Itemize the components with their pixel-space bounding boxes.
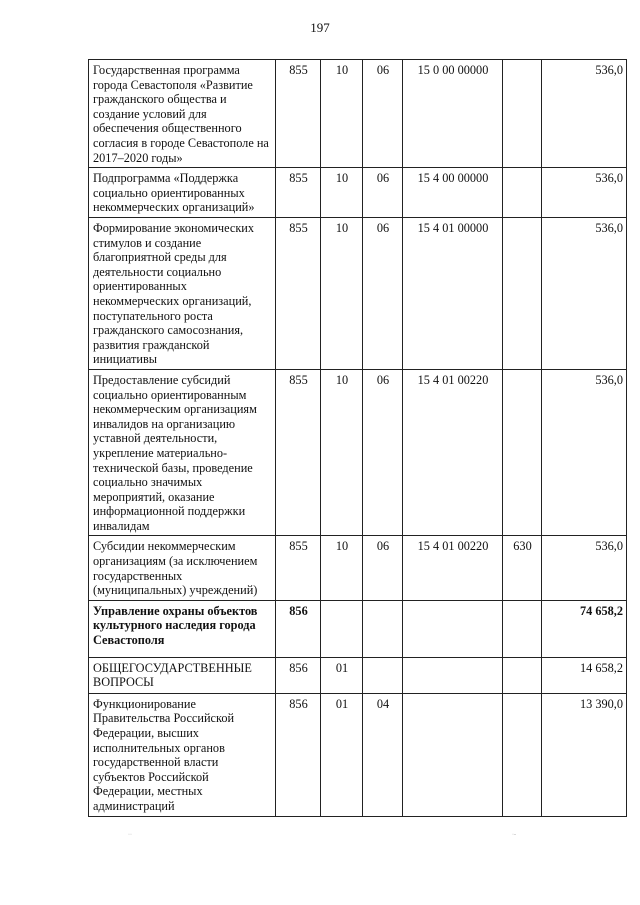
expense-type-cell xyxy=(503,369,542,536)
item-name-cell: Подпрограмма «Поддержка социально ориентированных некоммерческих организаций» xyxy=(89,168,276,218)
amount-cell: 536,0 xyxy=(542,536,627,600)
scan-speck: ·· xyxy=(128,832,132,838)
table-row xyxy=(89,657,627,693)
subsection-code-cell: 06 xyxy=(363,168,403,218)
subsection-code-cell: 06 xyxy=(363,217,403,369)
section-code-cell: 10 xyxy=(321,536,363,600)
item-name-cell: Предоставление субсидий социально ориентированным некоммерческим организациям инвалидов на организацию уставной деятельности, укрепление материально-технической базы, проведение социально значимых мероприятий, оказание информационной поддержки инвалидам xyxy=(89,369,276,536)
expense-type-cell: 630 xyxy=(503,536,542,600)
target-article-cell: 15 4 01 00220 xyxy=(403,369,503,536)
target-article-cell: 15 4 01 00000 xyxy=(403,217,503,369)
item-name-cell: Субсидии некоммерческим организациям (за исключением государственных (муниципальных) учреждений) xyxy=(89,536,276,600)
section-code-cell: 01 xyxy=(321,657,363,693)
subsection-code-cell: 04 xyxy=(363,693,403,816)
ministry-code-cell: 856 xyxy=(276,693,321,816)
amount-cell: 74 658,2 xyxy=(542,600,627,657)
subsection-code-cell: 06 xyxy=(363,536,403,600)
ministry-code-cell: 855 xyxy=(276,536,321,600)
table-row xyxy=(89,369,627,536)
ministry-code-cell: 855 xyxy=(276,168,321,218)
ministry-code-cell: 856 xyxy=(276,657,321,693)
expense-type-cell xyxy=(503,60,542,168)
target-article-cell: 15 4 00 00000 xyxy=(403,168,503,218)
item-name-cell: ОБЩЕГОСУДАРСТВЕННЫЕ ВОПРОСЫ xyxy=(89,657,276,693)
target-article-cell xyxy=(403,657,503,693)
budget-table xyxy=(88,59,627,817)
item-name-cell: Управление охраны объектов культурного наследия города Севастополя xyxy=(89,600,276,657)
amount-cell: 536,0 xyxy=(542,168,627,218)
section-code-cell: 10 xyxy=(321,168,363,218)
expense-type-cell xyxy=(503,657,542,693)
scan-speck: ·- xyxy=(512,832,516,838)
amount-cell: 536,0 xyxy=(542,217,627,369)
ministry-code-cell: 855 xyxy=(276,369,321,536)
table-row xyxy=(89,536,627,600)
subsection-code-cell xyxy=(363,600,403,657)
ministry-code-cell: 855 xyxy=(276,60,321,168)
table-row xyxy=(89,217,627,369)
table-row xyxy=(89,600,627,657)
item-name-cell: Функционирование Правительства Российской Федерации, высших исполнительных органов государственной власти субъектов Российской Федерации, местных администраций xyxy=(89,693,276,816)
subsection-code-cell: 06 xyxy=(363,369,403,536)
table-row xyxy=(89,693,627,816)
amount-cell: 13 390,0 xyxy=(542,693,627,816)
section-code-cell: 10 xyxy=(321,369,363,536)
item-name-cell: Государственная программа города Севастополя «Развитие гражданского общества и создание условий для обеспечения общественного согласия в городе Севастополе на 2017–2020 годы» xyxy=(89,60,276,168)
expense-type-cell xyxy=(503,600,542,657)
ministry-code-cell: 855 xyxy=(276,217,321,369)
target-article-cell: 15 4 01 00220 xyxy=(403,536,503,600)
table-row xyxy=(89,60,627,168)
expense-type-cell xyxy=(503,693,542,816)
expense-type-cell xyxy=(503,217,542,369)
amount-cell: 536,0 xyxy=(542,60,627,168)
amount-cell: 536,0 xyxy=(542,369,627,536)
amount-cell: 14 658,2 xyxy=(542,657,627,693)
page-number: 197 xyxy=(310,20,330,35)
item-name-cell: Формирование экономических стимулов и создание благоприятной среды для деятельности социально ориентированных некоммерческих организаций, поступательного роста гражданского самосознания, развития гражданской инициативы xyxy=(89,217,276,369)
section-code-cell xyxy=(321,600,363,657)
table-row xyxy=(89,168,627,218)
target-article-cell: 15 0 00 00000 xyxy=(403,60,503,168)
ministry-code-cell: 856 xyxy=(276,600,321,657)
target-article-cell xyxy=(403,693,503,816)
subsection-code-cell xyxy=(363,657,403,693)
subsection-code-cell: 06 xyxy=(363,60,403,168)
target-article-cell xyxy=(403,600,503,657)
section-code-cell: 01 xyxy=(321,693,363,816)
section-code-cell: 10 xyxy=(321,217,363,369)
expense-type-cell xyxy=(503,168,542,218)
section-code-cell: 10 xyxy=(321,60,363,168)
